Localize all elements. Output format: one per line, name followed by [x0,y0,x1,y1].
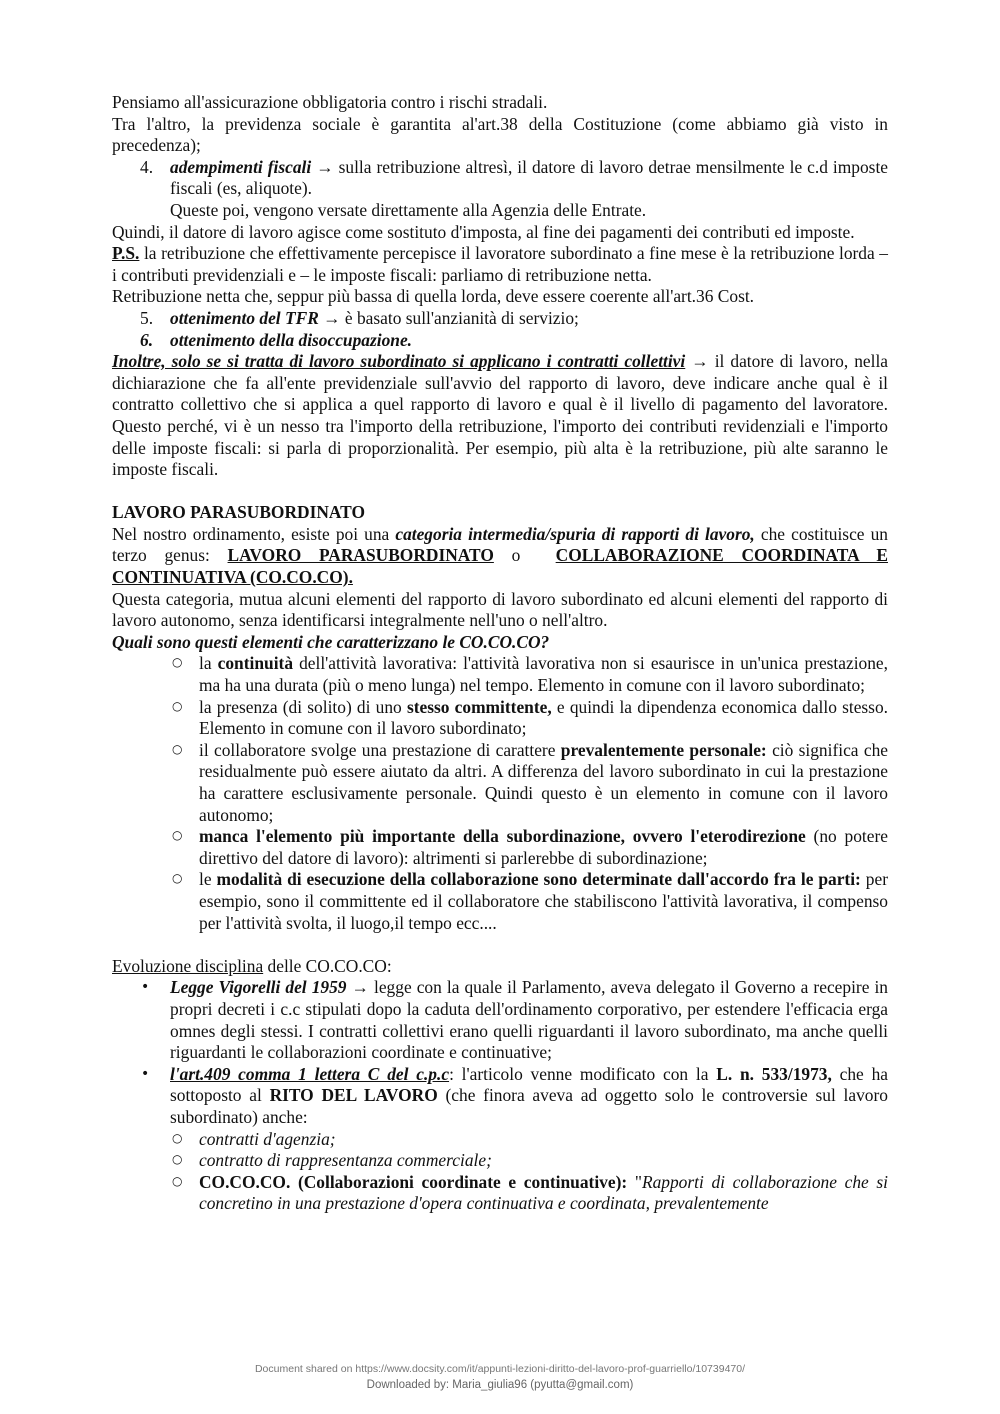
numbered-list-tfr [112,308,888,351]
category-term: categoria intermedia/spuria di rapporti di lavoro, [395,523,755,544]
numbered-list-fiscal [112,157,888,200]
paragraph-categoria: Questa categoria, mutua alcuni elementi del rapporto di lavoro subordinato ed alcuni elementi del rapporto di lavoro autonomo, senza identificarsi integralmente nell'uno o nell'altro. [112,588,888,631]
intro-line-1: Pensiamo all'assicurazione obbligatoria contro i rischi stradali. [112,92,548,112]
circle-bullet-icon: ○ [172,1173,183,1188]
list-item: ○ la continuità dell'attività lavorativa: l'attività lavorativa non si esaurisce in un'unica prestazione, ma ha una durata (più o meno lunga) nel tempo. Elemento in comune con il lavoro subordinato; [172,653,888,696]
bullet-icon: • [141,1065,150,1082]
list-number: 4. [140,156,154,177]
ps-label: P.S. [112,243,140,264]
arrow-icon: → [691,351,709,372]
list-item: ○ le modalità di esecuzione della collaborazione sono determinate dall'accordo fra le parti: per esempio, sono il committente ed il collaboratore che stabiliscono l'attività lavorativa, il compenso per l'attività svolta, il luogo,il tempo ecc.... [172,869,888,933]
inoltre-lead: Inoltre, solo se si tratta di lavoro subordinato si applicano i contratti collettivi [112,351,686,372]
paragraph-ordinamento: Nel nostro ordinamento, esiste poi una categoria intermedia/spuria di rapporti di lavoro, che costituisce un terzo genus: LAVORO PARASUBORDINATO o COLLABORAZIONE COORDINATA E CONTINUATIVA (CO.CO.CO). [112,523,888,588]
paragraph-ps [112,243,888,286]
circle-bullet-icon: ○ [172,1152,183,1167]
footer-downloaded-by: Downloaded by: Maria_giulia96 (pyutta@gmail.com) [366,1379,634,1391]
circle-bullet-icon: ○ [172,1130,183,1145]
sublist-item: ○ contratto di rappresentanza commerciale; [172,1150,492,1171]
paragraph-netta: Retribuzione netta che, seppur più bassa di quella lorda, deve essere coerente all'art.36 Cost. [112,286,755,307]
term-cococo: COLLABORAZIONE COORDINATA E CONTINUATIVA (CO.CO.CO). [112,545,888,588]
list-item-5 [112,308,888,330]
term-tfr: ottenimento del TFR [170,307,319,328]
list-number: 6. [140,329,154,350]
list-item: ○ il collaboratore svolge una prestazione di carattere prevalentemente personale: ciò significa che residualmente può essere aiutato da altri. A differenza del lavoro subordinato in cui la prestazione ha carattere esclusivamente personale. Quindi questo è un elemento in comune con il lavoro autonomo; [172,739,888,825]
list-number: 5. [140,307,154,328]
paragraph-inoltre [112,351,888,481]
arrow-icon: → [316,156,334,177]
term-lavoro-parasubordinato: LAVORO PARASUBORDINATO [227,545,494,566]
list-item-4 [112,157,888,200]
circle-bullet-icon: ○ [172,828,183,843]
list-item: ○ manca l'elemento più importante della subordinazione, ovvero l'eterodirezione (no potere direttivo del datore di lavoro): altrimenti si parlerebbe di subordinazione; [172,826,888,868]
list-item: • Legge Vigorelli del 1959 → legge con la quale il Parlamento, aveva delegato il Governo a recepire in propri decreti i c.c stipulati dopo la caduta dell'ordinamento corporativo, per estendere l'efficacia erga omnes degli stessi. I contratti collettivi erano quelli riguardanti il lavoro subordinato, ma anche quelli riguardanti le collaborazioni coordinate e continuative; [141,977,888,1063]
item-text: sulla retribuzione altresì, il datore di lavoro detrae mensilmente le c.d imposte fiscali (es, aliquote). [170,156,889,199]
term-disoccupazione: ottenimento della disoccupazione. [170,329,413,350]
rito-lavoro-sublist [170,1129,888,1215]
footer-shared-link[interactable]: Document shared on https://www.docsity.com/it/appunti-lezioni-diritto-del-lavoro-prof-guarriello/10739470/ [254,1363,746,1375]
sublist-item: ○ CO.CO.CO. (Collaborazioni coordinate e continuative): "Rapporti di collaborazione che si concretino in una prestazione d'opera continuativa e coordinata, prevalentemente [172,1171,889,1214]
arrow-icon: → [323,307,341,328]
circle-bullet-icon: ○ [172,741,183,756]
evolution-title: Evoluzione disciplina delle CO.CO.CO: [112,955,392,976]
sublist-item: ○ contratti d'agenzia; [172,1128,336,1149]
term-art-409: l'art.409 comma 1 lettera C del c.p.c [170,1063,450,1084]
term-adempimenti-fiscali: adempimenti fiscali [170,156,312,177]
document-page [112,92,888,1215]
circle-bullet-icon: ○ [172,698,183,713]
arrow-icon: → [351,977,369,998]
list-item-6 [112,330,888,352]
evolution-list [112,977,888,1215]
term-legge-vigorelli: Legge Vigorelli del 1959 [170,977,347,998]
elements-list [112,653,888,934]
paragraph-quindi: Quindi, il datore di lavoro agisce come sostituto d'imposta, al fine dei pagamenti dei contributi ed imposte. [112,221,855,242]
intro-line-2: Tra l'altro, la previdenza sociale è garantita al'art.38 della Costituzione (come abbiamo già visto in precedenza); [112,113,888,156]
list-item: ○ la presenza (di solito) di uno stesso committente, e quindi la dipendenza economica dallo stesso. Elemento in comune con il lavoro subordinato; [172,696,888,739]
bullet-icon: • [141,979,150,996]
list-item: • l'art.409 comma 1 lettera C del c.p.c: l'articolo venne modificato con la L. n. 533/1973, che ha sottoposto al RITO DEL LAVORO (che finora aveva ad oggetto solo le controversie sul lavoro subordinato) anche: ○ contratti d'agenzia; ○ contratto di rappresentanza commerciale; ○ CO.CO.CO. (Collaborazioni coordinate e continuative): "Rapporti di collaborazione che si concretino in una prestazione d'opera continuativa e coordinata, prevalentemente [141,1063,889,1214]
item-4-continuation: Queste poi, vengono versate direttamente alla Agenzia delle Entrate. [170,199,647,220]
item-text: è basato sull'anzianità di servizio; [344,307,579,328]
question-heading: Quali sono questi elementi che caratterizzano le CO.CO.CO? [112,631,550,652]
circle-bullet-icon: ○ [172,871,183,886]
inoltre-text: il datore di lavoro, nella dichiarazione che fa all'ente previdenziale sull'avvio del rapporto di lavoro, deve indicare anche qual è il contratto collettivo che si applica a quel rapporto di lavoro e qual è il livello di pagamento del lavoratore. Questo perché, vi è un nesso tra l'importo della retribuzione, l'importo dei contributi revidenziali e l'importo delle imposte fiscali: si parla di proporzionalità. Per esempio, più alta è la retribuzione, più alte saranno le imposte fiscali. [112,351,888,480]
ps-text: la retribuzione che effettivamente percepisce il lavoratore subordinato a fine mese è la retribuzione lorda – i contributi previdenziali e – le imposte fiscali: parliamo di retribuzione netta. [112,243,888,285]
circle-bullet-icon: ○ [172,655,183,670]
section-heading: LAVORO PARASUBORDINATO [112,502,365,523]
